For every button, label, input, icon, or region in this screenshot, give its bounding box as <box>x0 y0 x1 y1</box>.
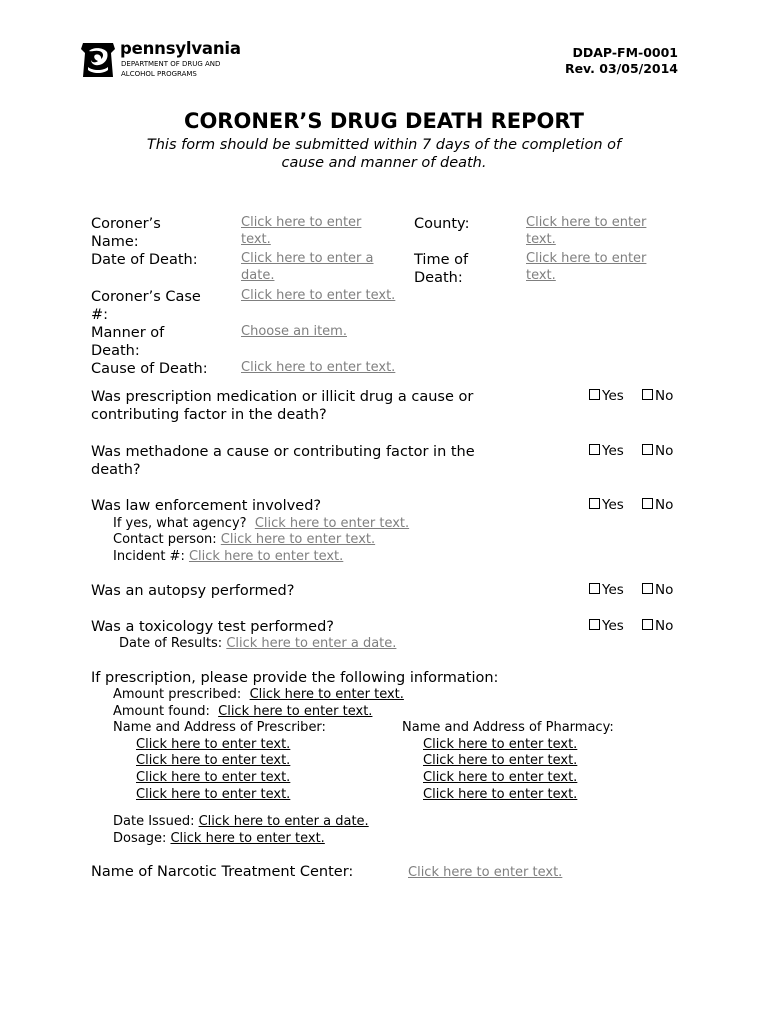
toxicology-yes-checkbox[interactable]: Yes <box>589 618 624 634</box>
incident-label: Incident #: <box>113 549 185 564</box>
form-id: DDAP-FM-0001 <box>572 45 678 60</box>
dosage-field[interactable]: Click here to enter text. <box>170 831 325 846</box>
contact-label: Contact person: <box>113 532 217 547</box>
prescriber-line-1[interactable]: Click here to enter text. <box>136 737 291 752</box>
contact-row <box>113 532 375 549</box>
results-date-row <box>119 636 396 653</box>
checkbox-icon <box>589 444 600 455</box>
revision-date: Rev. 03/05/2014 <box>564 61 678 76</box>
date-of-death-field[interactable]: Click here to enter a date. <box>241 251 374 283</box>
toxicology-no-checkbox[interactable]: No <box>642 618 673 634</box>
dosage-label: Dosage: <box>113 831 167 846</box>
drug-cause-yes-checkbox[interactable]: Yes <box>589 388 624 404</box>
incident-field[interactable]: Click here to enter text. <box>188 549 344 564</box>
subtitle-line-1: This form should be submitted within 7 days of the completion of <box>146 137 622 153</box>
amount-prescribed-label: Amount prescribed: <box>113 687 242 702</box>
prescriber-line-4[interactable]: Click here to enter text. <box>136 787 291 802</box>
coroner-name-label: Coroner’s Name: <box>91 216 161 250</box>
question-toxicology: Was a toxicology test performed? <box>91 619 334 635</box>
manner-of-death-label: Manner of Death: <box>91 325 165 359</box>
results-date-field[interactable]: Click here to enter a date. <box>226 636 397 651</box>
checkbox-icon <box>642 619 653 630</box>
logo-subtitle-2: ALCOHOL PROGRAMS <box>121 70 197 78</box>
subtitle-line-2: cause and manner of death. <box>281 155 487 171</box>
narcotic-center-label: Name of Narcotic Treatment Center: <box>91 864 354 880</box>
amount-found-field[interactable]: Click here to enter text. <box>218 704 373 719</box>
pharmacy-line-2[interactable]: Click here to enter text. <box>423 753 578 768</box>
prescriber-line-3[interactable]: Click here to enter text. <box>136 770 291 785</box>
agency-row <box>113 516 409 533</box>
time-of-death-field[interactable]: Click here to enter text. <box>526 251 647 283</box>
question-methadone: Was methadone a cause or contributing factor in the death? <box>91 444 475 478</box>
checkbox-icon <box>589 498 600 509</box>
question-drug-cause: Was prescription medication or illicit drug a cause or contributing factor in the death? <box>91 389 474 423</box>
contact-field[interactable]: Click here to enter text. <box>220 532 376 547</box>
law-enforcement-no-checkbox[interactable]: No <box>642 497 673 513</box>
narcotic-center-field[interactable]: Click here to enter text. <box>408 865 563 880</box>
pharmacy-line-4[interactable]: Click here to enter text. <box>423 787 578 802</box>
checkbox-icon <box>642 389 653 400</box>
checkbox-icon <box>589 583 600 594</box>
methadone-yes-checkbox[interactable]: Yes <box>589 443 624 459</box>
case-number-field[interactable]: Click here to enter text. <box>241 288 396 303</box>
logo-subtitle-1: DEPARTMENT OF DRUG AND <box>121 60 221 68</box>
checkbox-icon <box>589 389 600 400</box>
county-label: County: <box>414 216 470 232</box>
date-of-death-label: Date of Death: <box>91 252 198 268</box>
checkbox-icon <box>642 444 653 455</box>
agency-label: If yes, what agency? <box>113 516 247 531</box>
amount-found-label: Amount found: <box>113 704 210 719</box>
time-of-death-label: Time of Death: <box>414 252 469 286</box>
date-issued-label: Date Issued: <box>113 814 195 829</box>
checkbox-icon <box>642 498 653 509</box>
question-law-enforcement: Was law enforcement involved? <box>91 498 322 514</box>
incident-row <box>113 549 343 566</box>
date-issued-field[interactable]: Click here to enter a date. <box>198 814 369 829</box>
prescriber-label: Name and Address of Prescriber: <box>113 720 326 735</box>
autopsy-yes-checkbox[interactable]: Yes <box>589 582 624 598</box>
autopsy-no-checkbox[interactable]: No <box>642 582 673 598</box>
methadone-no-checkbox[interactable]: No <box>642 443 673 459</box>
date-issued-row <box>113 814 369 831</box>
drug-cause-no-checkbox[interactable]: No <box>642 388 673 404</box>
logo-wordmark: pennsylvania <box>120 39 241 58</box>
cause-of-death-field[interactable]: Click here to enter text. <box>241 360 396 375</box>
amount-found-row <box>113 704 372 721</box>
dosage-row <box>113 831 325 848</box>
pharmacy-label: Name and Address of Pharmacy: <box>402 720 614 735</box>
keystone-logo-icon <box>80 41 116 79</box>
checkbox-icon <box>642 583 653 594</box>
pharmacy-line-3[interactable]: Click here to enter text. <box>423 770 578 785</box>
question-autopsy: Was an autopsy performed? <box>91 583 295 599</box>
county-field[interactable]: Click here to enter text. <box>526 215 647 247</box>
case-number-label: Coroner’s Case #: <box>91 289 201 323</box>
law-enforcement-yes-checkbox[interactable]: Yes <box>589 497 624 513</box>
amount-prescribed-row <box>113 687 404 704</box>
cause-of-death-label: Cause of Death: <box>91 361 208 377</box>
prescription-heading: If prescription, please provide the following information: <box>91 670 499 686</box>
manner-of-death-dropdown[interactable]: Choose an item. <box>241 324 347 339</box>
page-title: CORONER’S DRUG DEATH REPORT <box>184 109 584 133</box>
coroner-name-field[interactable]: Click here to enter text. <box>241 215 362 247</box>
results-date-label: Date of Results: <box>119 636 223 651</box>
pharmacy-line-1[interactable]: Click here to enter text. <box>423 737 578 752</box>
prescriber-line-2[interactable]: Click here to enter text. <box>136 753 291 768</box>
amount-prescribed-field[interactable]: Click here to enter text. <box>249 687 404 702</box>
agency-field[interactable]: Click here to enter text. <box>254 516 410 531</box>
checkbox-icon <box>589 619 600 630</box>
